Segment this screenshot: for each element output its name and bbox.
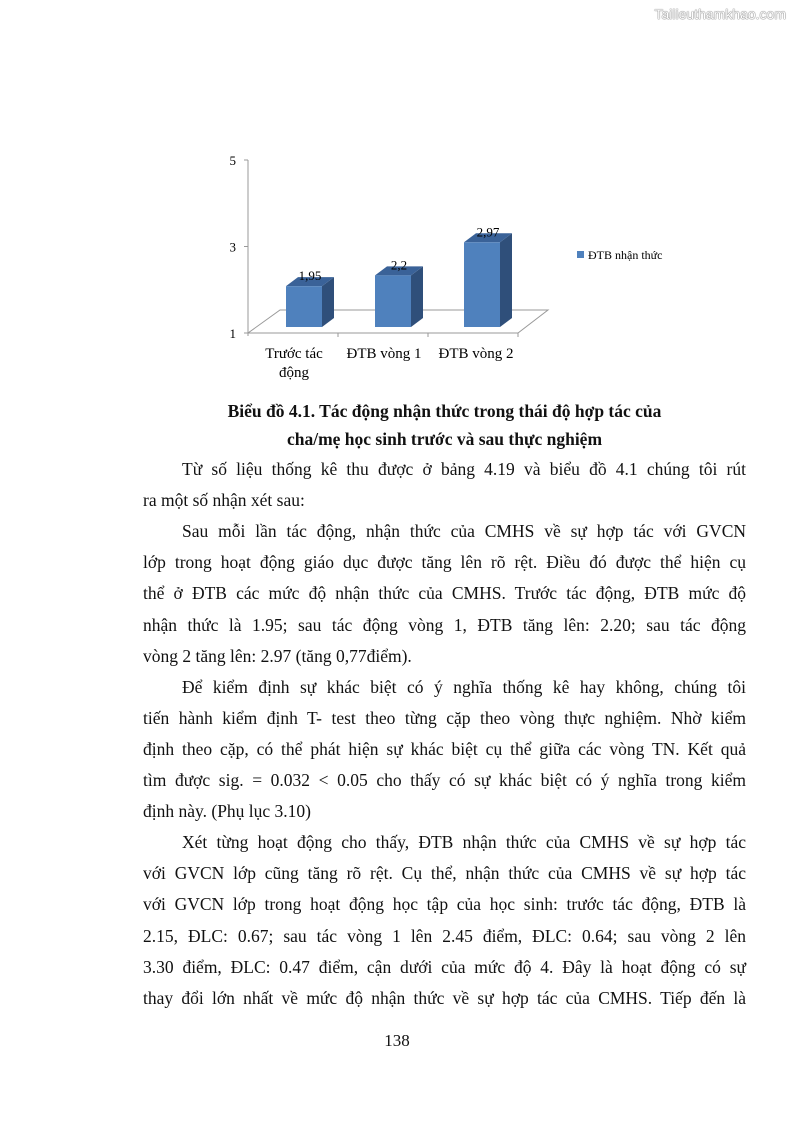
- paragraph-4-line: Xét từng hoạt động cho thấy, ĐTB nhận thức của CMHS về sự hợp tác: [182, 832, 746, 853]
- bar: [375, 275, 411, 327]
- x-tick-label: động: [279, 365, 309, 381]
- paragraph-2-line: lớp trong hoạt động giáo dục được tăng lên rõ rệt. Điều đó được thể hiện cụ: [143, 552, 746, 573]
- paragraph-1-line: ra một số nhận xét sau:: [143, 490, 305, 511]
- y-tick-label: 1: [229, 326, 236, 341]
- data-label: 2,2: [390, 257, 408, 273]
- watermark: Tailieuthamkhao.com: [654, 6, 786, 22]
- paragraph-3-line: tìm được sig. = 0.032 < 0.05 cho thấy có sự khác biệt có ý nghĩa trong kiểm: [143, 770, 746, 790]
- paragraph-4-line: thay đổi lớn nhất về mức độ nhận thức về sự hợp tác của CMHS. Tiếp đến là: [143, 987, 746, 1008]
- paragraph-4-line: 3.30 điểm, ĐLC: 0.47 điểm, cận dưới của mức độ 4. Đây là hoạt động có sự: [143, 956, 746, 977]
- bar-chart: [0, 0, 794, 400]
- x-tick-label: ĐTB vòng 2: [438, 346, 514, 362]
- x-tick-label: Trước tác: [265, 346, 323, 362]
- bar: [464, 242, 500, 327]
- y-tick-label: 3: [229, 239, 236, 255]
- paragraph-3-line: định này. (Phụ lục 3.10): [143, 801, 312, 822]
- y-tick-label: 5: [229, 153, 236, 168]
- data-label: 1,95: [298, 268, 322, 284]
- legend-label: ĐTB nhận thức: [588, 248, 663, 262]
- paragraph-4-line: với GVCN lớp cũng tăng rõ rệt. Cụ thể, nhận thức của CMHS về sự hợp tác: [143, 863, 746, 884]
- bar: [286, 286, 322, 327]
- bar-side: [411, 266, 423, 327]
- paragraph-2-line: vòng 2 tăng lên: 2.97 (tăng 0,77điểm).: [143, 645, 412, 666]
- page-number: 138: [384, 1031, 410, 1050]
- paragraph-4-line: 2.15, ĐLC: 0.67; sau tác vòng 1 lên 2.45 điểm, ĐLC: 0.64; sau vòng 2 lên: [143, 925, 746, 946]
- figure-caption-line-2: cha/mẹ học sinh trước và sau thực nghiệm: [286, 429, 603, 449]
- paragraph-2-line: Sau mỗi lần tác động, nhận thức của CMHS về sự hợp tác với GVCN: [182, 521, 746, 542]
- data-label: 2,97: [476, 224, 500, 240]
- paragraph-2-line: thể ở ĐTB các mức độ nhận thức của CMHS. Trước tác động, ĐTB mức độ: [143, 583, 746, 604]
- paragraph-3-line: Để kiểm định sự khác biệt có ý nghĩa thống kê hay không, chúng tôi: [182, 676, 746, 697]
- paragraph-4-line: với GVCN lớp trong hoạt động học tập của học sinh: trước tác động, ĐTB là: [143, 894, 746, 915]
- paragraph-3-line: định theo cặp, có thể phát hiện sự khác biệt cụ thể giữa các vòng TN. Kết quả: [143, 738, 746, 759]
- bar-side: [500, 233, 512, 327]
- paragraph-3-line: tiến hành kiểm định T- test theo từng cặp theo vòng thực nghiệm. Nhờ kiểm: [143, 707, 746, 728]
- legend-swatch: [577, 251, 584, 258]
- x-tick-label: ĐTB vòng 1: [346, 346, 422, 362]
- figure-caption-line-1: Biểu đồ 4.1. Tác động nhận thức trong thái độ hợp tác của: [227, 401, 662, 421]
- paragraph-2-line: nhận thức là 1.95; sau tác động vòng 1, ĐTB tăng lên: 2.20; sau tác động: [143, 614, 746, 635]
- paragraph-1-line: Từ số liệu thống kê thu được ở bảng 4.19 và biểu đồ 4.1 chúng tôi rút: [182, 459, 746, 479]
